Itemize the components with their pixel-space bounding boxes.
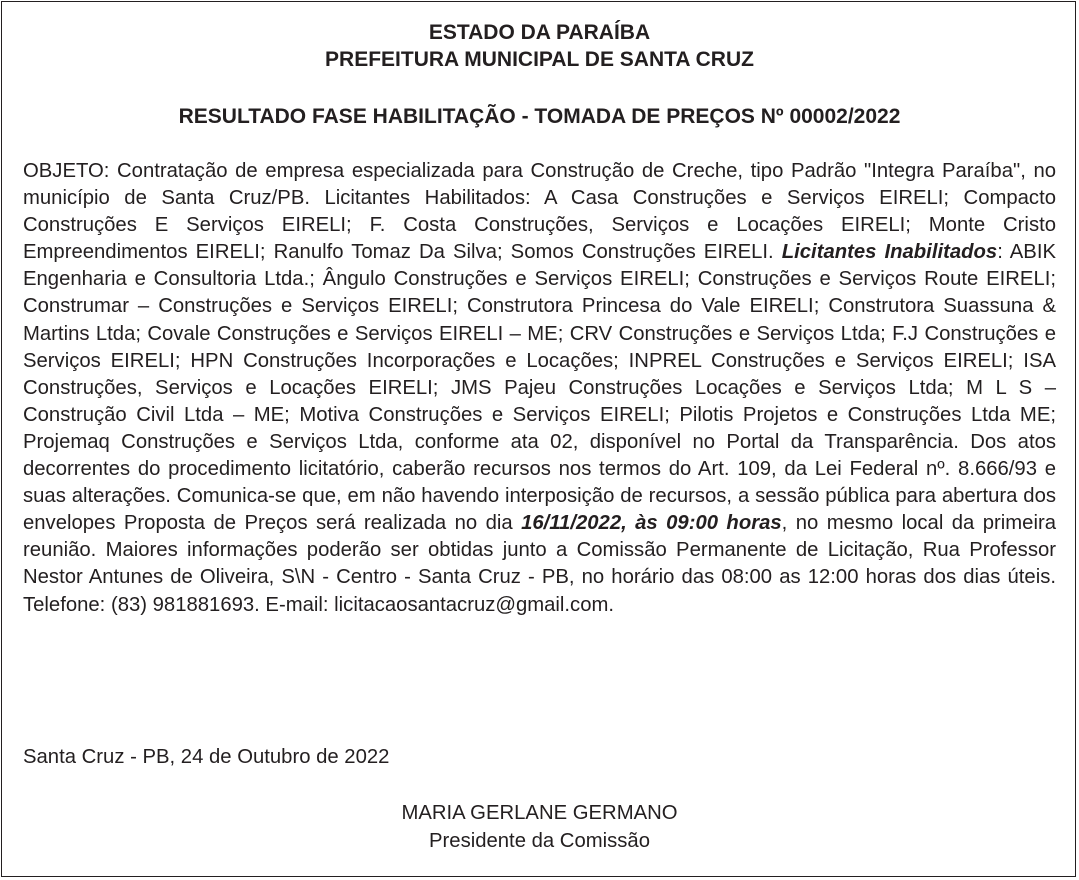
body-text-part2: : ABIK Engenharia e Consultoria Ltda.; Ângulo Construções e Serviços EIRELI; Construções e Serviços Route EIRELI; Construmar – Construções e Serviços EIRELI; Construtora Princesa do Vale EIRELI; Construtora Suassuna & Martins Ltda; Covale Construções e Serviços EIRELI – ME; CRV Construções e Serviços Ltda; F.J Construções e Serviços EIRELI; HPN Construções Incorporações e Locações; INPREL Construções e Serviços EIRELI; ISA Construções, Serviços e Locações EIRELI; JMS Pajeu Construções Locações e Serviços Ltda; M L S – Construção Civil Ltda – ME; Motiva Construções e Serviços EIRELI; Pilotis Projetos e Construções Ltda ME; Projemaq Construções e Serviços Ltda, conforme ata 02, disponível no Portal da Transparência. Dos atos decorrentes do procedimento licitatório, caberão recursos nos termos do Art. 109, da Lei Federal nº. 8.666/93 e suas alterações. Comunica-se que, em não havendo interposição de recursos, a sessão pública para abertura dos envelopes Proposta de Preços será realizada no dia: [23, 241, 1056, 535]
body-text-part1: OBJETO: Contratação de empresa especializada para Construção de Creche, tipo Padrão "Integra Paraíba", no município de Santa Cruz/PB. Licitantes Habilitados: A Casa Construções e Serviços EIRELI; Compacto Construções E Serviços EIRELI; F. Costa Construções, Serviços e Locações EIRELI; Monte Cristo Empreendimentos EIRELI; Ranulfo Tomaz Da Silva; Somos Construções EIRELI.: [23, 160, 1056, 264]
signature-name: MARIA GERLANE GERMANO: [401, 802, 678, 824]
date-line: Santa Cruz - PB, 24 de Outubro de 2022: [23, 746, 390, 768]
body-text-part3: , no mesmo local da primeira reunião. Maiores informações poderão ser obtidas junto a Comissão Permanente de Licitação, Rua Professor Nestor Antunes de Oliveira, S\N - Centro - Santa Cruz - PB, no horário das 08:00 as 12:00 horas dos dias úteis. Telefone: (83) 981881693. E-mail: licitacaosantacruz@gmail.com.: [23, 512, 1056, 616]
notice-body: [23, 158, 1056, 619]
header-state: ESTADO DA PARAÍBA: [428, 21, 651, 44]
notice-title: RESULTADO FASE HABILITAÇÃO - TOMADA DE PREÇOS Nº 00002/2022: [178, 105, 901, 128]
emphasis-inabilitados: Licitantes Inabilitados: [781, 241, 998, 264]
header-municipality: PREFEITURA MUNICIPAL DE SANTA CRUZ: [325, 48, 754, 71]
signature-role: Presidente da Comissão: [429, 830, 650, 852]
emphasis-session-date: 16/11/2022, às 09:00 horas: [521, 512, 782, 535]
